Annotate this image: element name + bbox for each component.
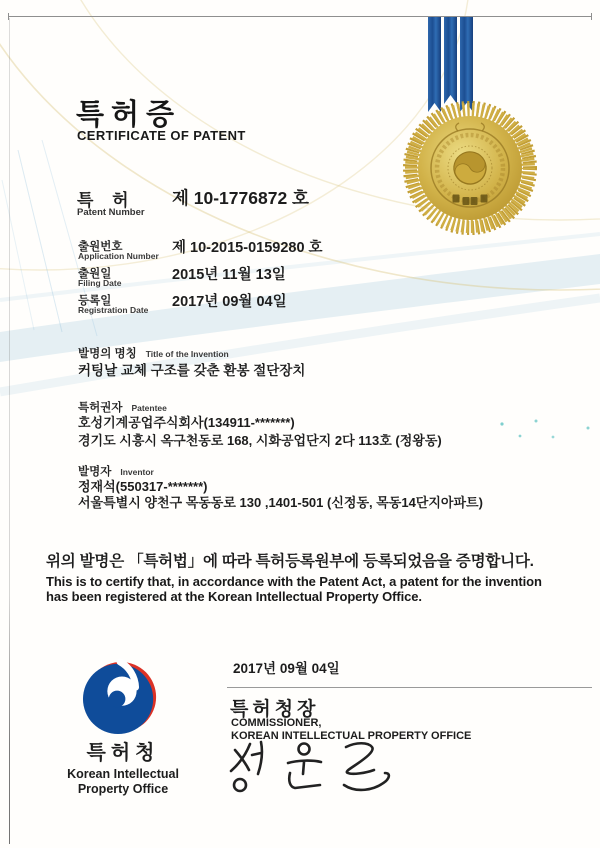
- filing-date-label-en: Filing Date: [78, 278, 122, 288]
- issue-date: 2017년 09월 04일: [233, 661, 340, 676]
- left-frame-line: [9, 18, 10, 844]
- registration-date-label-ko: 등록일: [78, 295, 112, 307]
- patentee-label-en: Patentee: [131, 403, 167, 413]
- page-title-english: CERTIFICATE OF PATENT: [77, 128, 246, 143]
- gold-seal-medal-icon: [400, 98, 540, 238]
- patent-number-label-en: Patent Number: [77, 207, 145, 218]
- application-number-label-ko: 출원번호: [78, 241, 123, 253]
- frame-tick-right: [591, 13, 592, 20]
- statement-english-line2: has been registered at the Korean Intellectual Property Office.: [46, 589, 422, 604]
- patentee-address: 경기도 시흥시 옥구천동로 168, 시화공업단지 2다 113호 (정왕동): [78, 433, 442, 448]
- patentee-name: 호성기계공업주식회사(134911-*******): [78, 415, 295, 430]
- agency-name-ko: 특허청: [86, 742, 160, 764]
- kipo-taegeuk-emblem-icon: [82, 658, 160, 736]
- inventor-address: 서울특별시 양천구 목동동로 130 ,1401-501 (신정동, 목동14단지아파트): [78, 495, 483, 510]
- inventor-label-en: Inventor: [120, 467, 154, 477]
- commissioner-title-ko: 특허청장: [230, 699, 320, 720]
- invention-label-en: Title of the Invention: [145, 349, 229, 359]
- top-frame-rule: [8, 16, 592, 17]
- frame-tick-left: [8, 13, 9, 20]
- patentee-label-ko: 특허권자: [78, 402, 123, 414]
- invention-title: 커팅날 교체 구조를 갖춘 환봉 절단장치: [78, 363, 306, 378]
- agency-name-en-line1: Korean Intellectual: [67, 767, 179, 781]
- commissioner-title-en-line1: COMMISSIONER,: [231, 717, 322, 729]
- statement-korean: 위의 발명은 「특허법」에 따라 특허등록원부에 등록되었음을 증명합니다.: [46, 553, 534, 570]
- signature-rule: [227, 687, 592, 688]
- application-number-label-en: Application Number: [78, 251, 159, 261]
- inventor-name: 정재석(550317-*******): [78, 479, 208, 494]
- application-number-value: 제 10-2015-0159280 호: [172, 240, 323, 256]
- patent-number-label-ko: 특 허: [77, 191, 136, 210]
- registration-date-value: 2017년 09월 04일: [172, 294, 287, 310]
- commissioner-title-en-line2: KOREAN INTELLECTUAL PROPERTY OFFICE: [231, 730, 472, 742]
- handwritten-signature: [228, 740, 400, 806]
- registration-date-label-en: Registration Date: [78, 305, 149, 315]
- patent-number-value: 제 10-1776872 호: [172, 188, 309, 208]
- page-title-korean: 특허증: [76, 99, 182, 131]
- invention-label-ko: 발명의 명칭: [78, 348, 137, 360]
- filing-date-value: 2015년 11월 13일: [172, 267, 286, 283]
- inventor-label-ko: 발명자: [78, 466, 112, 478]
- filing-date-label-ko: 출원일: [78, 268, 112, 280]
- agency-name-en-line2: Property Office: [77, 782, 169, 796]
- statement-english-line1: This is to certify that, in accordance with the Patent Act, a patent for the invention: [46, 574, 542, 589]
- ribbon-strip: [444, 17, 457, 104]
